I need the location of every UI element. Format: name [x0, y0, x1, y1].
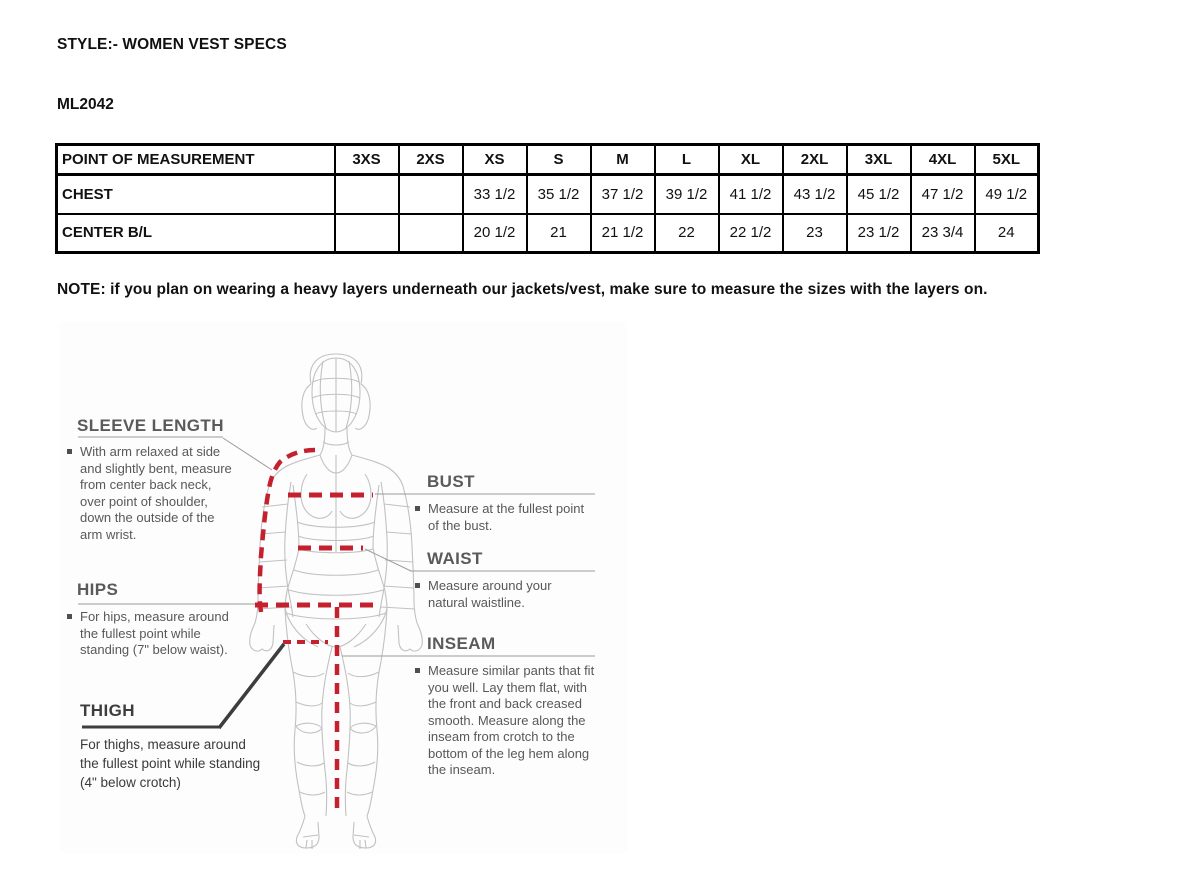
hips-description	[67, 609, 249, 659]
center-bl-value	[335, 214, 399, 253]
row-label-center-bl: CENTER B/L	[57, 214, 335, 253]
thigh-text: For thighs, measure around the fullest point while standing (4" below crotch)	[80, 737, 261, 790]
row-label-chest: CHEST	[57, 175, 335, 214]
measurement-guide-diagram	[60, 322, 627, 853]
table-row-chest	[57, 175, 1039, 214]
center-bl-value: 23 1/2	[847, 214, 911, 253]
center-bl-value: 23 3/4	[911, 214, 975, 253]
hips-text: For hips, measure around the fullest point while standing (7" below waist).	[80, 609, 229, 657]
table-row-center-bl	[57, 214, 1039, 253]
style-title: STYLE:- WOMEN VEST SPECS	[57, 36, 287, 53]
waist-text: Measure around your natural waistline.	[428, 578, 552, 610]
chest-value: 37 1/2	[591, 175, 655, 214]
sleeve-length-heading: SLEEVE LENGTH	[77, 416, 224, 435]
col-header-4xl: 4XL	[911, 145, 975, 175]
chest-value: 45 1/2	[847, 175, 911, 214]
bullet-icon	[415, 583, 420, 588]
col-header-l: L	[655, 145, 719, 175]
center-bl-value: 21 1/2	[591, 214, 655, 253]
bust-heading: BUST	[427, 472, 475, 491]
bullet-icon	[415, 668, 420, 673]
chest-value: 35 1/2	[527, 175, 591, 214]
inseam-text: Measure similar pants that fit you well. Lay them flat, with the front and back creased smooth. Measure along the inseam from crotch to the bottom of the leg hem along the inseam.	[428, 663, 595, 777]
hips-heading: HIPS	[77, 580, 119, 599]
col-header-s: S	[527, 145, 591, 175]
bullet-icon	[415, 506, 420, 511]
chest-value: 33 1/2	[463, 175, 527, 214]
note-text: NOTE: if you plan on wearing a heavy layers underneath our jackets/vest, make sure to measure the sizes with the layers on.	[57, 281, 988, 298]
bullet-icon	[67, 449, 72, 454]
center-bl-value: 21	[527, 214, 591, 253]
model-number: ML2042	[57, 96, 114, 113]
center-bl-value: 22 1/2	[719, 214, 783, 253]
waist-pointer	[365, 549, 411, 571]
waist-description	[415, 578, 583, 611]
chest-value: 43 1/2	[783, 175, 847, 214]
col-header-m: M	[591, 145, 655, 175]
chest-value	[399, 175, 463, 214]
col-header-5xl: 5XL	[975, 145, 1039, 175]
col-header-2xl: 2XL	[783, 145, 847, 175]
inseam-heading: INSEAM	[427, 634, 496, 653]
inseam-description	[415, 663, 603, 779]
center-bl-value: 23	[783, 214, 847, 253]
center-bl-value	[399, 214, 463, 253]
bust-text: Measure at the fullest point of the bust.	[428, 501, 585, 533]
col-header-xl: XL	[719, 145, 783, 175]
thigh-description	[80, 735, 268, 792]
wireframe-body	[250, 354, 423, 849]
table-header-row	[57, 145, 1039, 175]
center-bl-value: 22	[655, 214, 719, 253]
sleeve-length-text: With arm relaxed at side and slightly bent, measure from center back neck, over point of shoulder, down the outside of the arm wrist.	[80, 444, 232, 542]
chest-value: 47 1/2	[911, 175, 975, 214]
sleeve-length-description	[67, 444, 232, 543]
center-bl-value: 20 1/2	[463, 214, 527, 253]
col-header-3xs: 3XS	[335, 145, 399, 175]
bust-description	[415, 501, 587, 534]
col-header-xs: XS	[463, 145, 527, 175]
thigh-heading: THIGH	[80, 701, 135, 720]
bullet-icon	[67, 614, 72, 619]
waist-heading: WAIST	[427, 549, 483, 568]
chest-value	[335, 175, 399, 214]
chest-value: 49 1/2	[975, 175, 1039, 214]
col-header-2xs: 2XS	[399, 145, 463, 175]
chest-value: 39 1/2	[655, 175, 719, 214]
col-header-3xl: 3XL	[847, 145, 911, 175]
center-bl-value: 24	[975, 214, 1039, 253]
size-table	[55, 143, 1040, 254]
chest-value: 41 1/2	[719, 175, 783, 214]
col-header-point-of-measurement: POINT OF MEASUREMENT	[57, 145, 335, 175]
